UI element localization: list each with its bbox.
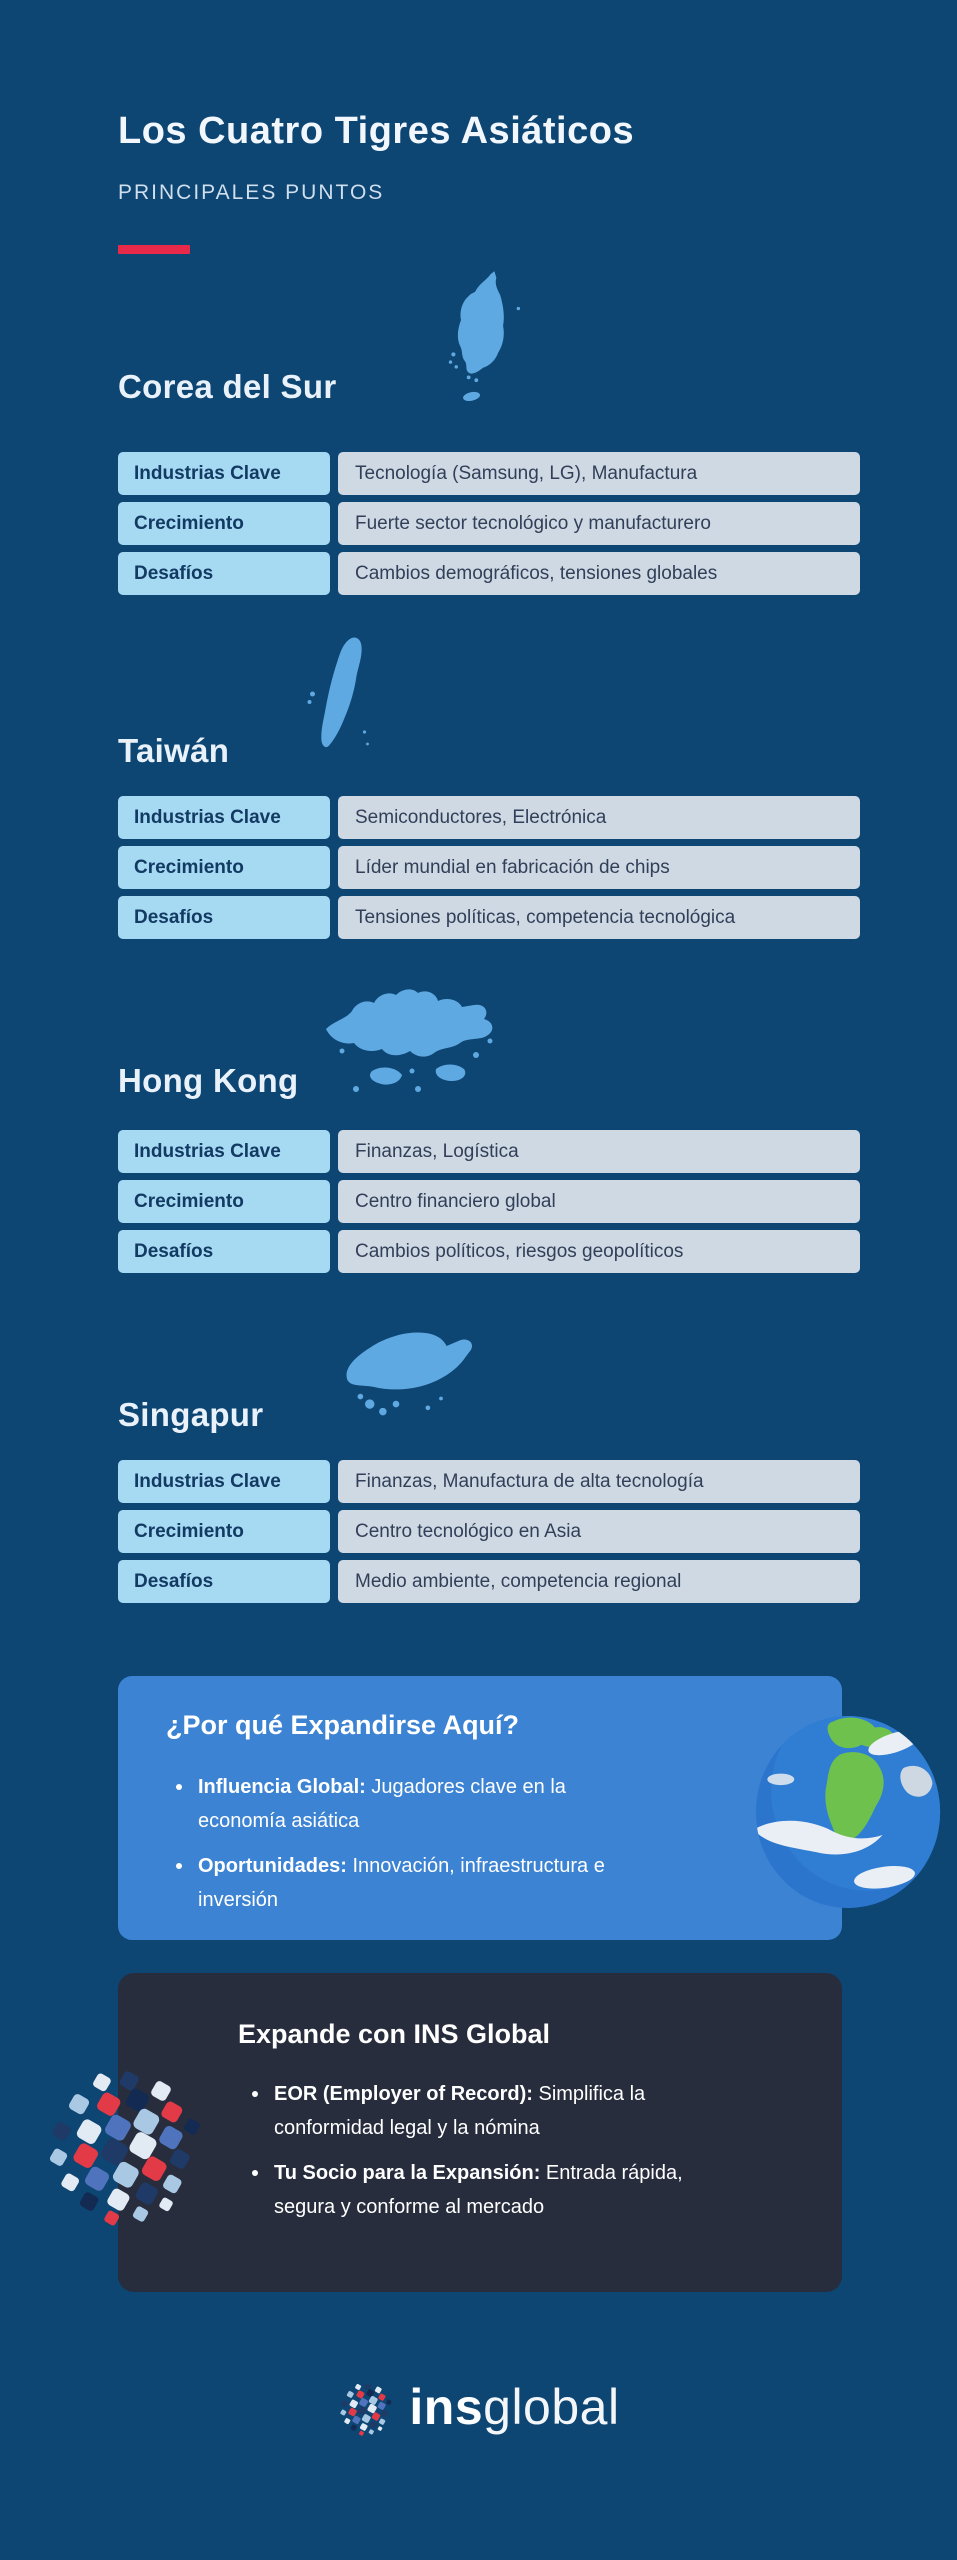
south-korea-map-icon [440, 268, 526, 416]
bullet-text: Innovación, infraestructura e inversión [198, 1855, 605, 1911]
brand-globe-icon [337, 2378, 395, 2436]
row-label-cell: Industrias Clave [118, 452, 330, 495]
earth-globe-icon [752, 1712, 944, 1912]
brand-name-bold: ins [409, 2379, 484, 2435]
bullet-dot-icon [176, 1784, 182, 1790]
row-value-cell: Tensiones políticas, competencia tecnológica [338, 896, 860, 939]
row-label-cell: Industrias Clave [118, 1460, 330, 1503]
list-item [174, 1849, 624, 1917]
bullet-lead: EOR (Employer of Record): [274, 2083, 533, 2105]
mosaic-globe-icon [40, 2056, 210, 2226]
row-label-cell: Crecimiento [118, 846, 330, 889]
singapore-map-icon [336, 1322, 486, 1428]
table-row [118, 1180, 860, 1223]
country-table-south-korea [118, 452, 860, 602]
table-row [118, 896, 860, 939]
row-label-cell: Desafíos [118, 1560, 330, 1603]
table-row [118, 552, 860, 595]
row-value-cell: Centro tecnológico en Asia [338, 1510, 860, 1553]
ins-global-card [118, 1973, 842, 2292]
why-expand-bullets [174, 1770, 624, 1928]
country-heading-singapore: Singapur [118, 1396, 264, 1433]
row-label-cell: Crecimiento [118, 1180, 330, 1223]
hong-kong-map-icon [316, 985, 502, 1109]
row-value-cell: Cambios demográficos, tensiones globales [338, 552, 860, 595]
row-value-cell: Tecnología (Samsung, LG), Manufactura [338, 452, 860, 495]
ins-global-bullets [250, 2077, 720, 2235]
table-row [118, 796, 860, 839]
bullet-dot-icon [176, 1863, 182, 1869]
why-expand-title: ¿Por qué Expandirse Aquí? [166, 1710, 520, 1740]
row-label-cell: Industrias Clave [118, 1130, 330, 1173]
bullet-text: Jugadores clave en la economía asiática [198, 1776, 566, 1832]
country-table-hong-kong [118, 1130, 860, 1280]
row-value-cell: Líder mundial en fabricación de chips [338, 846, 860, 889]
list-item [250, 2077, 720, 2145]
taiwan-map-icon [292, 632, 387, 767]
country-heading-south-korea: Corea del Sur [118, 368, 337, 405]
bullet-lead: Oportunidades: [198, 1855, 347, 1877]
list-item [174, 1770, 624, 1838]
table-row [118, 452, 860, 495]
row-label-cell: Crecimiento [118, 502, 330, 545]
brand-wordmark [409, 2378, 619, 2436]
row-value-cell: Medio ambiente, competencia regional [338, 1560, 860, 1603]
bullet-dot-icon [252, 2091, 258, 2097]
table-row [118, 1510, 860, 1553]
bullet-lead: Tu Socio para la Expansión: [274, 2162, 541, 2184]
row-value-cell: Cambios políticos, riesgos geopolíticos [338, 1230, 860, 1273]
page-subtitle: PRINCIPALES PUNTOS [118, 181, 385, 204]
table-row [118, 1560, 860, 1603]
country-heading-taiwan: Taiwán [118, 732, 230, 769]
bullet-text: Entrada rápida, segura y conforme al mercado [274, 2162, 683, 2218]
country-table-taiwan [118, 796, 860, 946]
brand-name-light: global [483, 2379, 620, 2435]
why-expand-card [118, 1676, 842, 1940]
row-label-cell: Desafíos [118, 1230, 330, 1273]
row-label-cell: Crecimiento [118, 1510, 330, 1553]
table-row [118, 1460, 860, 1503]
table-row [118, 1130, 860, 1173]
brand-logo [0, 2378, 957, 2436]
country-heading-hong-kong: Hong Kong [118, 1062, 299, 1099]
table-row [118, 502, 860, 545]
list-item [250, 2156, 720, 2224]
ins-global-title: Expande con INS Global [238, 2019, 551, 2049]
row-value-cell: Finanzas, Manufactura de alta tecnología [338, 1460, 860, 1503]
page-title: Los Cuatro Tigres Asiáticos [118, 110, 635, 152]
row-value-cell: Centro financiero global [338, 1180, 860, 1223]
row-value-cell: Fuerte sector tecnológico y manufacturero [338, 502, 860, 545]
row-label-cell: Desafíos [118, 552, 330, 595]
bullet-dot-icon [252, 2170, 258, 2176]
red-accent-line [118, 245, 190, 254]
bullet-text: Simplifica la conformidad legal y la nómina [274, 2083, 646, 2139]
row-value-cell: Semiconductores, Electrónica [338, 796, 860, 839]
row-value-cell: Finanzas, Logística [338, 1130, 860, 1173]
table-row [118, 1230, 860, 1273]
table-row [118, 846, 860, 889]
row-label-cell: Desafíos [118, 896, 330, 939]
country-table-singapore [118, 1460, 860, 1610]
row-label-cell: Industrias Clave [118, 796, 330, 839]
bullet-lead: Influencia Global: [198, 1776, 366, 1798]
